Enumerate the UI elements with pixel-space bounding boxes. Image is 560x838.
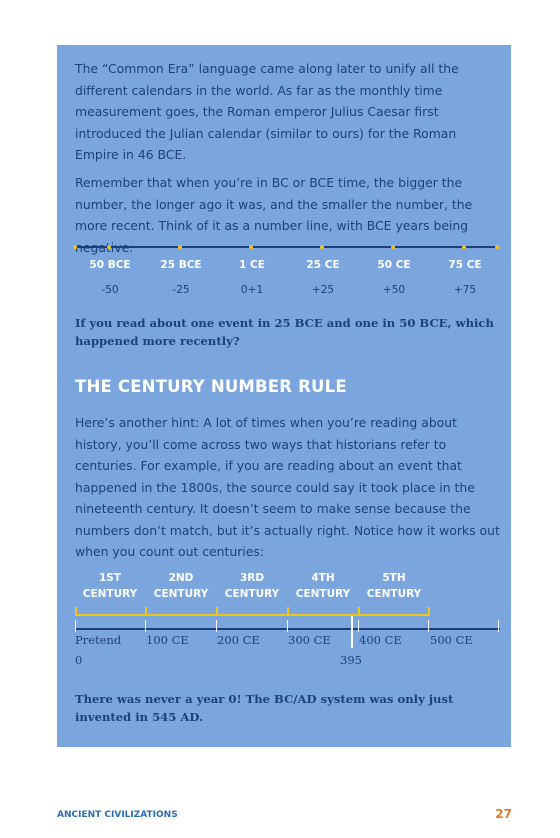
year-label: 300 CE xyxy=(288,633,331,647)
century-span-tick xyxy=(145,607,147,616)
year-tick xyxy=(287,620,288,632)
century-span-tick xyxy=(287,607,289,616)
century-ordinal: 1ST xyxy=(98,572,122,584)
question-text: If you read about one event in 25 BCE and one in 50 BCE, which happened more recently? xyxy=(75,316,494,348)
number-line-value: -50 xyxy=(101,284,119,296)
century-span-tick xyxy=(428,607,430,616)
year-label: 400 CE xyxy=(359,633,402,647)
century-label xyxy=(75,570,145,602)
number-line-value: 0+1 xyxy=(240,284,264,296)
century-label xyxy=(146,570,216,602)
bc-paragraph: Remember that when you’re in BC or BCE time, the bigger the number, the longer ago it was, and the smaller the number, the more recent. Think of it as a number line, with BCE years being xyxy=(75,175,473,233)
century-ordinal: 4TH xyxy=(311,572,335,584)
number-line-label: 25 BCE xyxy=(160,259,202,271)
number-line-value: +75 xyxy=(453,284,477,296)
year-tick xyxy=(145,620,146,632)
number-line-label: 1 CE xyxy=(239,259,265,271)
number-line-label: 75 CE xyxy=(448,259,482,271)
year-label: 200 CE xyxy=(217,633,260,647)
century-span-tick xyxy=(216,607,218,616)
number-line-dot xyxy=(462,245,466,249)
marker-year-label: 395 xyxy=(340,653,362,667)
century-span-tick xyxy=(358,607,360,616)
century-label xyxy=(359,570,429,602)
century-ordinal: 2ND xyxy=(168,572,194,584)
century-word: CENTURY xyxy=(295,588,351,600)
note-text: There was never a year 0! The BC/AD system was only just invented in 545 AD. xyxy=(75,692,454,724)
century-label xyxy=(288,570,358,602)
number-line-label: 25 CE xyxy=(306,259,340,271)
page-number: 27 xyxy=(495,807,512,821)
footer-section-title: ANCIENT CIVILIZATIONS xyxy=(57,810,178,820)
number-line-axis xyxy=(74,246,498,248)
century-span-tick xyxy=(75,607,77,616)
century-word: CENTURY xyxy=(366,588,422,600)
number-line-label: 50 BCE xyxy=(89,259,131,271)
year-tick xyxy=(428,620,429,632)
century-ordinal: 5TH xyxy=(382,572,406,584)
number-line-dot xyxy=(391,245,395,249)
century-word: CENTURY xyxy=(153,588,209,600)
number-line-value: +25 xyxy=(311,284,335,296)
year-label: Pretend xyxy=(75,633,122,647)
year-tick xyxy=(216,620,217,632)
century-label xyxy=(217,570,287,602)
pretend-zero-label: 0 xyxy=(75,653,83,667)
century-span-bar xyxy=(75,614,430,616)
intro-paragraph: The “Common Era” language came along later to unify all the different calendars in the world. As far as the monthly time measurement goes, the Roman emperor Julius Caesar first introduced the Julian calendar (similar to ours) for the Roman Empire in 46 BCE. xyxy=(75,61,459,162)
number-line-dot xyxy=(495,245,499,249)
century-ordinal: 3RD xyxy=(239,572,265,584)
century-word: CENTURY xyxy=(224,588,280,600)
number-line-dot xyxy=(73,245,77,249)
year-tick xyxy=(75,620,76,632)
number-line-dot xyxy=(178,245,182,249)
century-word: CENTURY xyxy=(82,588,138,600)
year-tick xyxy=(358,620,359,632)
year-tick xyxy=(498,620,499,632)
number-line-label: 50 CE xyxy=(377,259,411,271)
year-label: 100 CE xyxy=(146,633,189,647)
number-line-dot xyxy=(107,245,111,249)
section-heading: THE CENTURY NUMBER RULE xyxy=(75,377,347,396)
number-line-value: -25 xyxy=(172,284,190,296)
year-label: 500 CE xyxy=(430,633,473,647)
year-395-marker xyxy=(351,616,353,648)
century-paragraph: Here’s another hint: A lot of times when you’re reading about history, you’ll come across two ways that historians refer to centuries. For example, if you are reading about an event that happened in the 1800s, the source could say it took place in the nineteenth century. It doesn’t seem to make sense because the numbers don’t match, but it’s actually right. Notice how it works out when you count out centuries: xyxy=(75,415,500,559)
number-line-dot xyxy=(320,245,324,249)
number-line-value: +50 xyxy=(382,284,406,296)
number-line-dot xyxy=(249,245,253,249)
